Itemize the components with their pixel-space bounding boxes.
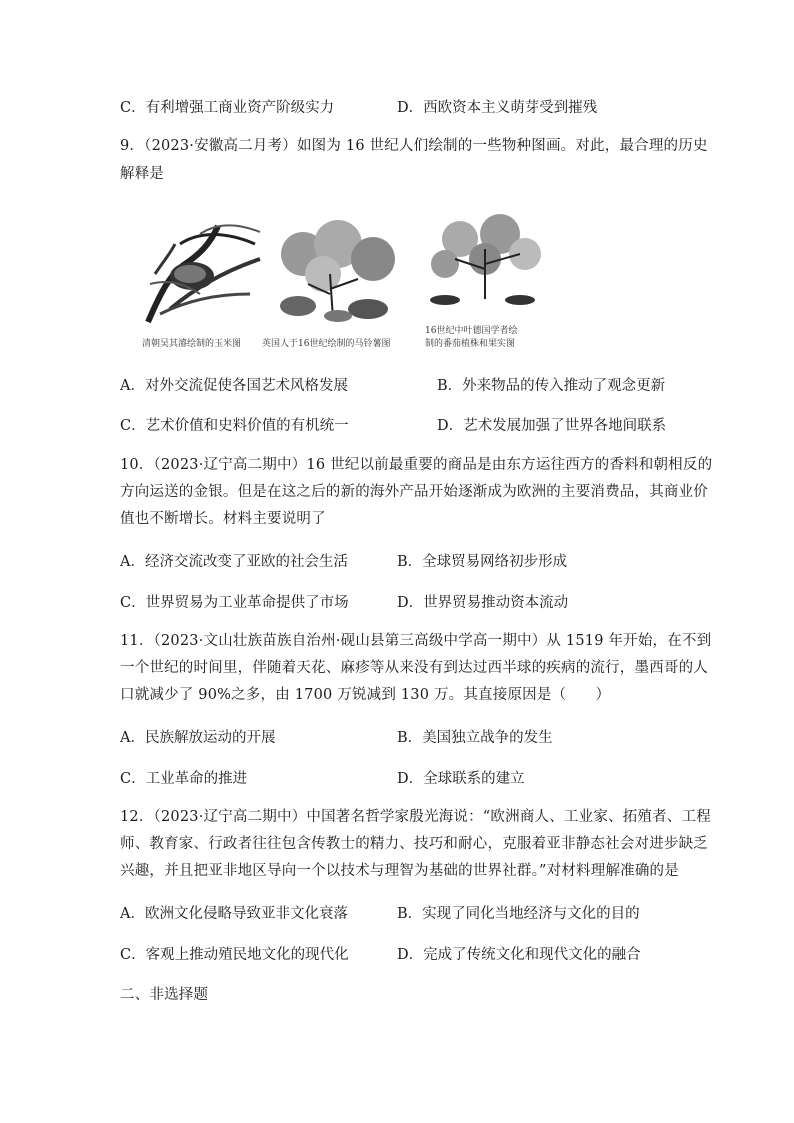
q10-option-b[interactable]: B．全球贸易网络初步形成: [397, 554, 568, 570]
q11-stem-line2: 一个世纪的时间里，伴随着天花、麻疹等从来没有到达过西半球的疾病的流行，墨西哥的人: [120, 660, 708, 676]
q10-stem-line3: 值也不断增长。材料主要说明了: [120, 511, 326, 527]
prev-option-c: C．有利增强工商业资产阶级实力: [120, 100, 335, 116]
tomato-illustration: [420, 214, 550, 314]
q9-stem-line1: 9．（2023·安徽高二月考）如图为 16 世纪人们绘制的一些物种图画。对此，最合理的历史: [120, 138, 708, 154]
q10-stem-line1: 10．（2023·辽宁高二期中）16 世纪以前最重要的商品是由东方运往西方的香料和朝相反的: [120, 457, 713, 473]
q11-option-a[interactable]: A．民族解放运动的开展: [120, 730, 276, 746]
potato-illustration: [268, 214, 403, 326]
q9-option-a[interactable]: A．对外交流促使各国艺术风格发展: [120, 378, 348, 394]
q9-stem-line2: 解释是: [120, 166, 165, 182]
q9-option-b[interactable]: B．外来物品的传入推动了观念更新: [437, 378, 666, 394]
q12-option-c[interactable]: C．客观上推动殖民地文化的现代化: [120, 947, 349, 963]
q12-option-a[interactable]: A．欧洲文化侵略导致亚非文化衰落: [120, 906, 348, 922]
q12-stem-line1: 12．（2023·辽宁高二期中）中国著名哲学家殷光海说：“欧洲商人、工业家、拓殖者、工程: [120, 809, 711, 825]
q9-option-d[interactable]: D．艺术发展加强了世界各地间联系: [437, 418, 667, 434]
section-heading-non-choice: 二、非选择题: [120, 987, 209, 1003]
fig3-caption-line1: 16世纪中叶德国学者绘: [425, 326, 518, 336]
q11-stem-line1: 11．（2023·文山壮族苗族自治州·砚山县第三高级中学高一期中）从 1519 年开始，在不到: [120, 633, 712, 649]
q11-option-b[interactable]: B．美国独立战争的发生: [397, 730, 553, 746]
prev-option-d: D．西欧资本主义萌芽受到摧残: [397, 100, 598, 116]
q12-option-d[interactable]: D．完成了传统文化和现代文化的融合: [397, 947, 641, 963]
q12-option-b[interactable]: B．实现了同化当地经济与文化的目的: [397, 906, 640, 922]
fig2-caption: 英国人于16世纪绘制的马铃薯图: [262, 339, 391, 349]
q10-option-d[interactable]: D．世界贸易推动资本流动: [397, 595, 569, 611]
q11-option-c[interactable]: C．工业革命的推进: [120, 771, 248, 787]
q9-figure-group: [140, 214, 560, 354]
q11-stem-line3: 口就减少了 90%之多，由 1700 万锐减到 130 万。其直接原因是（ ）: [120, 687, 611, 703]
q10-option-c[interactable]: C．世界贸易为工业革命提供了市场: [120, 595, 349, 611]
q9-option-c[interactable]: C．艺术价值和史料价值的有机统一: [120, 418, 349, 434]
q10-option-a[interactable]: A．经济交流改变了亚欧的社会生活: [120, 554, 348, 570]
fig3-caption-line2: 制的番茄植株和果实图: [425, 339, 516, 349]
q12-stem-line2: 师、教育家、行政者往往包含传教士的精力、技巧和耐心，克服着亚非静态社会对进步缺乏: [120, 836, 708, 852]
corn-illustration: [140, 214, 265, 326]
fig1-caption: 清朝吴其濬绘制的玉米图: [142, 339, 242, 349]
q11-option-d[interactable]: D．全球联系的建立: [397, 771, 525, 787]
q12-stem-line3: 兴趣，并且把亚非地区导向一个以技术与理智为基础的世界社群。”对材料理解准确的是: [120, 863, 679, 879]
q10-stem-line2: 方向运送的金银。但是在这之后的新的海外产品开始逐渐成为欧洲的主要消费品，其商业价: [120, 484, 708, 500]
